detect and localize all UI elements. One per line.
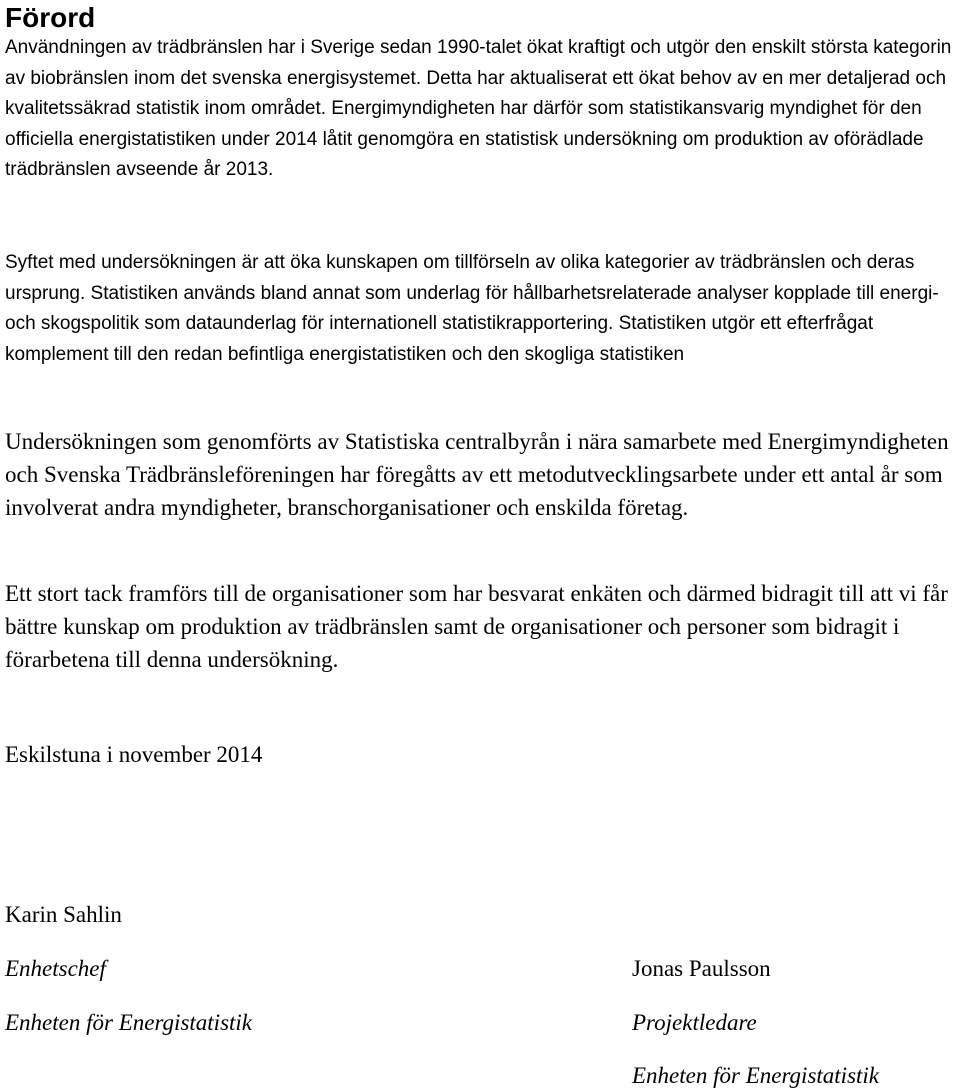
signatory-name: Karin Sahlin [5,902,122,927]
paragraph-background: Användningen av trädbränslen har i Sverige sedan 1990-talet ökat kraftigt och utgör den enskilt största kategorin av biobränslen inom det svenska energisystemet. Detta har aktualiserat ett ökat behov av en mer detaljerad och kvalitetssäkrad statistik inom området. Energimyndigheten har därför som statistikansvarig myndighet för den officiella energistatistiken under 2014 låtit genomgöra en statistisk undersökning om produktion av oförädlade trädbränslen avseende år 2013. [5,37,952,180]
page-title: Förord [5,2,96,33]
signatory-name: Jonas Paulsson [632,956,771,981]
signatory-unit: Enheten för Energistatistik [5,1010,253,1035]
signatory-unit: Enheten för Energistatistik [632,1063,880,1088]
paragraph-method: Undersökningen som genomförts av Statistiska centralbyrån i nära samarbete med Energimyndigheten och Svenska Trädbränsleföreningen har föregåtts av ett metodutvecklingsarbete under ett antal år som involverat andra myndigheter, branschorganisationer och enskilda företag. [5,429,949,520]
paragraph-thanks: Ett stort tack framförs till de organisationer som har besvarat enkäten och därmed bidragit till att vi får bättre kunskap om produktion av trädbränslen samt de organisationer och personer som bidragit i förarbetena till denna undersökning. [5,581,948,672]
signatory-role: Projektledare [632,1010,757,1035]
paragraph-purpose: Syftet med undersökningen är att öka kunskapen om tillförseln av olika kategorier av trädbränslen och deras ursprung. Statistiken används bland annat som underlag för hållbarhetsrelaterade analyser kopplade till energi- och skogspolitik som dataunderlag för internationell statistikrapportering. Statistiken utgör ett efterfrågat komplement till den redan befintliga energistatistiken och den skogliga statistiken [5,252,939,365]
place-and-date: Eskilstuna i november 2014 [5,742,263,767]
signatory-role: Enhetschef [5,956,106,981]
